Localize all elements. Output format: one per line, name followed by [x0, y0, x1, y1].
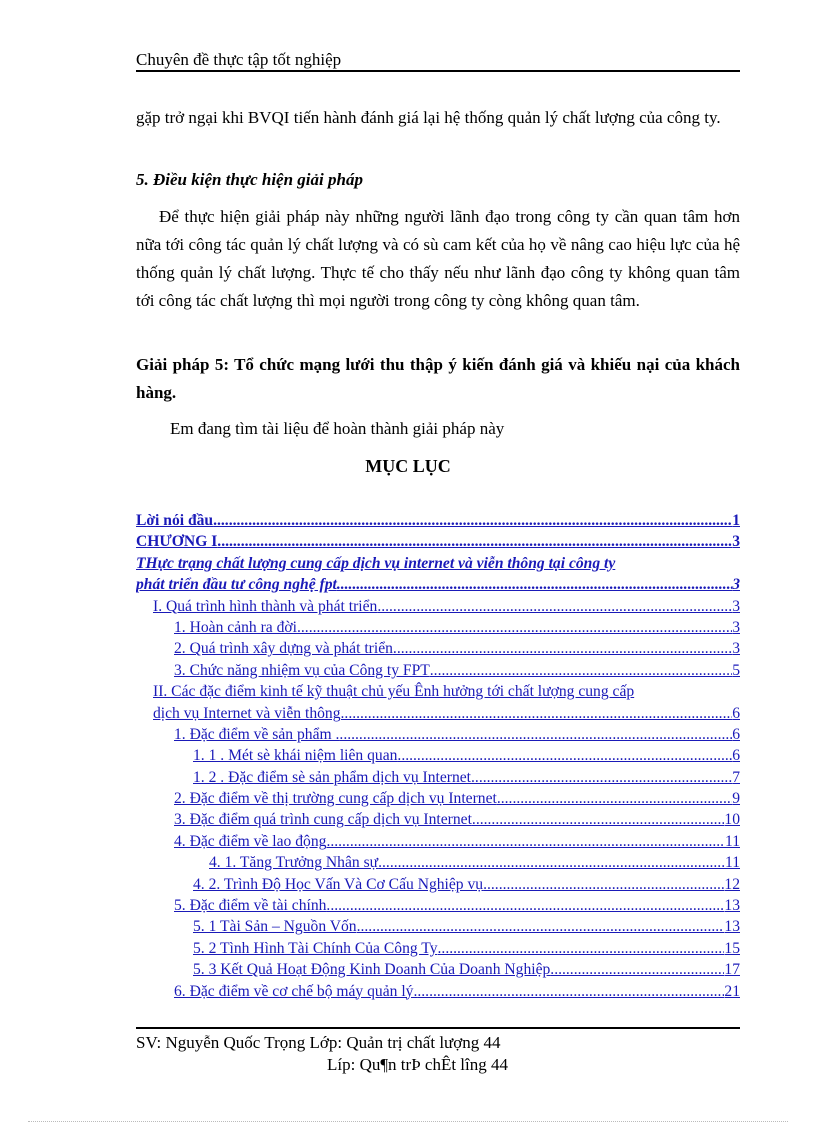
toc-entry-thuc-trang-line1[interactable]: THực trạng chất lượng cung cấp dịch vụ internet và viễn thông tại công ty [136, 554, 616, 572]
toc-entry-section-2-line1[interactable]: II. Các đặc điểm kinh tế kỹ thuật chủ yếu Ênh hưởng tới chất lượng cung cấp [153, 683, 635, 701]
toc-entry-2-5-1[interactable] [193, 916, 740, 937]
footer-divider [136, 1027, 740, 1029]
toc-entry-2-4[interactable] [174, 831, 740, 852]
toc-entry-text: CHƯƠNG I [136, 533, 218, 551]
toc-entry-page: 3 [732, 533, 740, 551]
toc-entry-1-2[interactable] [174, 638, 740, 659]
toc-entry-text: 5. Đặc điểm về tài chính [174, 897, 327, 915]
toc-entry-text: 1. Hoàn cảnh ra đời [174, 618, 297, 636]
header-divider [136, 70, 740, 72]
toc-entry-2-1-2[interactable] [193, 767, 740, 788]
toc-entry-2-1-1[interactable] [193, 745, 740, 766]
solution-5-heading: Giải pháp 5: Tổ chức mạng lưới thu thập ý kiến đánh giá và khiếu nại của khách hàng. [136, 355, 740, 402]
toc-entry-page: 1 [732, 511, 740, 529]
toc-entry-text: 2. Đặc điểm về thị trường cung cấp dịch vụ Internet [174, 790, 497, 808]
toc-entry-page: 13 [724, 897, 740, 915]
toc-entry-page: 3 [732, 618, 740, 636]
toc-entry-text: 1. 2 . Đặc điểm sè sản phẩm dịch vụ Internet [193, 768, 472, 786]
toc-entry-page: 6 [732, 725, 740, 743]
toc-entry-page: 5 [732, 661, 740, 679]
toc-entry-text: 5. 3 Kết Quả Hoạt Động Kinh Doanh Của Doanh Nghiệp [193, 961, 551, 979]
toc-entry-2-6[interactable] [174, 981, 740, 1002]
toc-entry-text: 5. 1 Tài Sản – Nguồn Vốn [193, 918, 357, 936]
paragraph-note: Em đang tìm tài liệu để hoàn thành giải pháp này [170, 419, 505, 438]
toc-entry-chuong-1[interactable] [136, 531, 740, 552]
toc-entry-2-5-2[interactable] [193, 938, 740, 959]
toc-entry-page: 21 [724, 982, 740, 1000]
toc-entry-text: 4. 1. Tăng Trưởng Nhân sự [209, 854, 379, 872]
toc-entry-page: 3 [732, 576, 740, 594]
toc-entry-text: 5. 2 Tình Hình Tài Chính Của Công Ty [193, 939, 438, 957]
toc-entry-2-1[interactable] [174, 724, 740, 745]
toc-entry-page: 7 [732, 768, 740, 786]
toc-entry-text: phát triển đầu tư công nghệ fpt [136, 576, 337, 594]
toc-entry-text: I. Quá trình hình thành và phát triển [153, 597, 378, 615]
footer-class-line: Líp: Qu¶n trÞ chÊt lîng 44 [327, 1055, 508, 1074]
toc-entry-1-1[interactable] [174, 617, 740, 638]
page-boundary [28, 1121, 788, 1122]
toc-entry-page: 3 [732, 640, 740, 658]
toc-entry-2-3[interactable] [174, 809, 740, 830]
toc-entry-text: 4. Đặc điểm về lao động [174, 832, 327, 850]
toc-entry-page: 10 [724, 811, 740, 829]
toc-entry-1-3[interactable] [174, 660, 740, 681]
toc-entry-page: 15 [724, 939, 740, 957]
toc-title: MỤC LỤC [365, 456, 451, 476]
toc-entry-page: 6 [732, 704, 740, 722]
footer-student-line: SV: Nguyễn Quốc Trọng Lớp: Quản trị chất lượng 44 [136, 1033, 501, 1052]
toc-entry-page: 3 [732, 597, 740, 615]
toc-entry-text: Lời nói đầu [136, 511, 214, 529]
toc-entry-2-5-3[interactable] [193, 959, 740, 980]
toc-entry-2-4-2[interactable] [193, 874, 740, 895]
toc-entry-text: dịch vụ Internet và viễn thông [153, 704, 341, 722]
toc-entry-page: 11 [724, 854, 740, 872]
toc-entry-section-1[interactable] [153, 596, 740, 617]
toc-entry-text: 2. Quá trình xây dựng và phát triển [174, 640, 393, 658]
toc-entry-text: 3. Đặc điểm quá trình cung cấp dịch vụ Internet [174, 811, 472, 829]
toc-entry-2-4-1[interactable] [209, 852, 740, 873]
toc-entry-page: 13 [724, 918, 740, 936]
page-header: Chuyên đề thực tập tốt nghiệp [136, 50, 342, 69]
toc-entry-loi-noi-dau[interactable] [136, 510, 740, 531]
toc-entry-2-2[interactable] [174, 788, 740, 809]
section-heading-5: 5. Điều kiện thực hiện giải pháp [136, 170, 363, 189]
table-of-contents [136, 510, 740, 1002]
toc-entry-page: 6 [732, 747, 740, 765]
toc-entry-2-5[interactable] [174, 895, 740, 916]
toc-entry-text: 6. Đặc điểm về cơ chế bộ máy quản lý. [174, 982, 418, 1000]
paragraph-continuation: gặp trở ngại khi BVQI tiến hành đánh giá lại hệ thống quản lý chất lượng của công ty. [136, 108, 721, 127]
toc-entry-page: 17 [724, 961, 740, 979]
toc-entry-page: 9 [732, 790, 740, 808]
toc-entry-text: 3. Chức năng nhiệm vụ của Công ty FPT [174, 661, 430, 679]
toc-entry-section-2[interactable] [153, 703, 740, 724]
toc-entry-thuc-trang[interactable] [136, 574, 740, 595]
paragraph-conditions: Để thực hiện giải pháp này những người lãnh đạo trong công ty cần quan tâm hơn nữa tới công tác quản lý chất lượng và có sù cam kết của họ về nâng cao hiệu lực của hệ thống quản lý chất lượng. Thực tế cho thấy nếu như lãnh đạo công ty không quan tâm tới công tác chất lượng thì mọi người trong công ty còng không quan tâm. [136, 207, 740, 310]
toc-entry-text: 1. 1 . Mét sè khái niệm liên quan [193, 747, 398, 765]
toc-entry-text: 4. 2. Trình Độ Học Vấn Và Cơ Cấu Nghiệp vụ [193, 875, 484, 893]
toc-entry-text: 1. Đặc điểm về sản phẩm . [174, 725, 340, 743]
toc-entry-page: 11 [724, 832, 740, 850]
toc-entry-page: 12 [724, 875, 740, 893]
